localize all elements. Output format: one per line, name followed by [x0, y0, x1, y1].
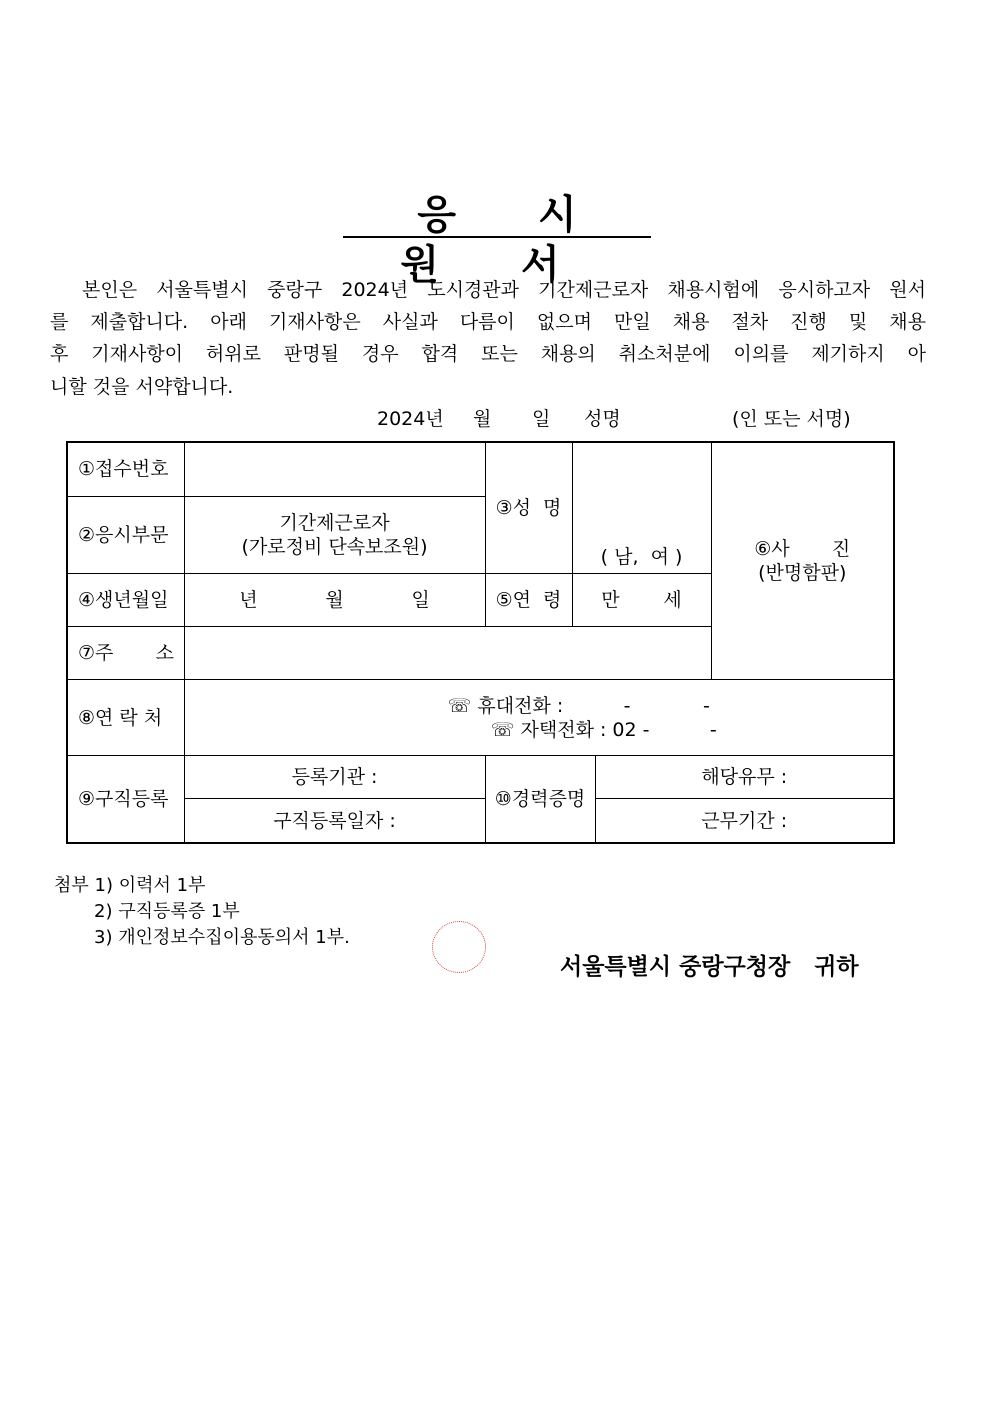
apply-dept-value: 기간제근로자	[279, 511, 390, 534]
job-reg-label: ⑨구직등록	[67, 756, 184, 843]
age-unit: 세	[663, 588, 682, 611]
career-yn-label: 해당유무 :	[701, 766, 788, 789]
birth-field[interactable]	[184, 573, 485, 626]
photo-note: (반명함판)	[758, 562, 847, 585]
contact-field[interactable]	[184, 680, 894, 756]
reg-date-field[interactable]	[184, 799, 485, 843]
birth-label: ④생년월일	[67, 573, 184, 626]
attachment-item: 3) 개인정보수집이용동의서 1부.	[54, 927, 350, 948]
apply-dept-label: ②응시부문	[67, 496, 184, 573]
pledge-line: 후 기재사항이 허위로 판명될 경우 합격 또는 채용의 취소처분에 이의를 제기하지 아	[50, 343, 926, 365]
receipt-no-label: ①접수번호	[67, 442, 184, 496]
address-label: ⑦주 소	[67, 626, 184, 679]
name-field[interactable]	[572, 442, 711, 573]
career-period-field[interactable]	[595, 799, 894, 843]
sign-month: 월	[473, 408, 492, 430]
pledge-line: 본인은 서울특별시 중랑구 2024년 도시경관과 기간제근로자 채용시험에 응시하고자 원서	[82, 279, 926, 301]
reg-date-label: 구직등록일자 :	[273, 809, 396, 832]
gender-choice[interactable]: ( 남, 여 )	[600, 545, 683, 568]
age-prefix: 만	[601, 588, 620, 611]
apply-dept-field	[184, 496, 485, 573]
apply-dept-detail: (가로정비 단속보조원)	[241, 535, 428, 558]
receipt-no-field[interactable]	[184, 442, 485, 496]
document-title: 응 시 원 서	[400, 192, 611, 288]
sign-seal: (인 또는 서명)	[732, 408, 851, 430]
address-field[interactable]	[184, 626, 711, 679]
birth-year: 년	[239, 588, 258, 611]
birth-day: 일	[411, 588, 430, 611]
seal-stamp-icon	[432, 921, 486, 973]
career-label: ⑩경력증명	[485, 756, 595, 843]
sign-name-label: 성명	[584, 408, 621, 430]
contact-label: ⑧연 락 처	[67, 680, 184, 756]
photo-label: ⑥사 진	[754, 538, 851, 561]
application-form-table	[66, 441, 895, 844]
pledge-line: 니할 것을 서약합니다.	[50, 376, 234, 398]
age-field[interactable]	[572, 573, 711, 626]
pledge-line: 를 제출합니다. 아래 기재사항은 사실과 다름이 없으며 만일 채용 절차 진행 및 채용	[50, 311, 926, 333]
name-label: ③성 명	[485, 442, 572, 573]
sign-day: 일	[532, 408, 551, 430]
birth-month: 월	[325, 588, 344, 611]
photo-box[interactable]	[711, 442, 894, 680]
attachment-item: 첨부 1) 이력서 1부	[54, 875, 206, 896]
attachment-item: 2) 구직등록증 1부	[54, 901, 240, 922]
title-underline	[343, 236, 651, 238]
home-phone[interactable]: ☏ 자택전화 : 02 - -	[490, 718, 717, 741]
addressee: 서울특별시 중랑구청장 귀하	[560, 953, 859, 980]
career-period-label: 근무기간 :	[701, 809, 788, 832]
reg-org-field[interactable]	[184, 756, 485, 799]
sign-year: 2024년	[377, 408, 444, 430]
reg-org-label: 등록기관 :	[291, 766, 378, 789]
career-yn-field[interactable]	[595, 756, 894, 799]
age-label: ⑤연 령	[485, 573, 572, 626]
mobile-phone[interactable]: ☏ 휴대전화 : - -	[447, 694, 710, 717]
